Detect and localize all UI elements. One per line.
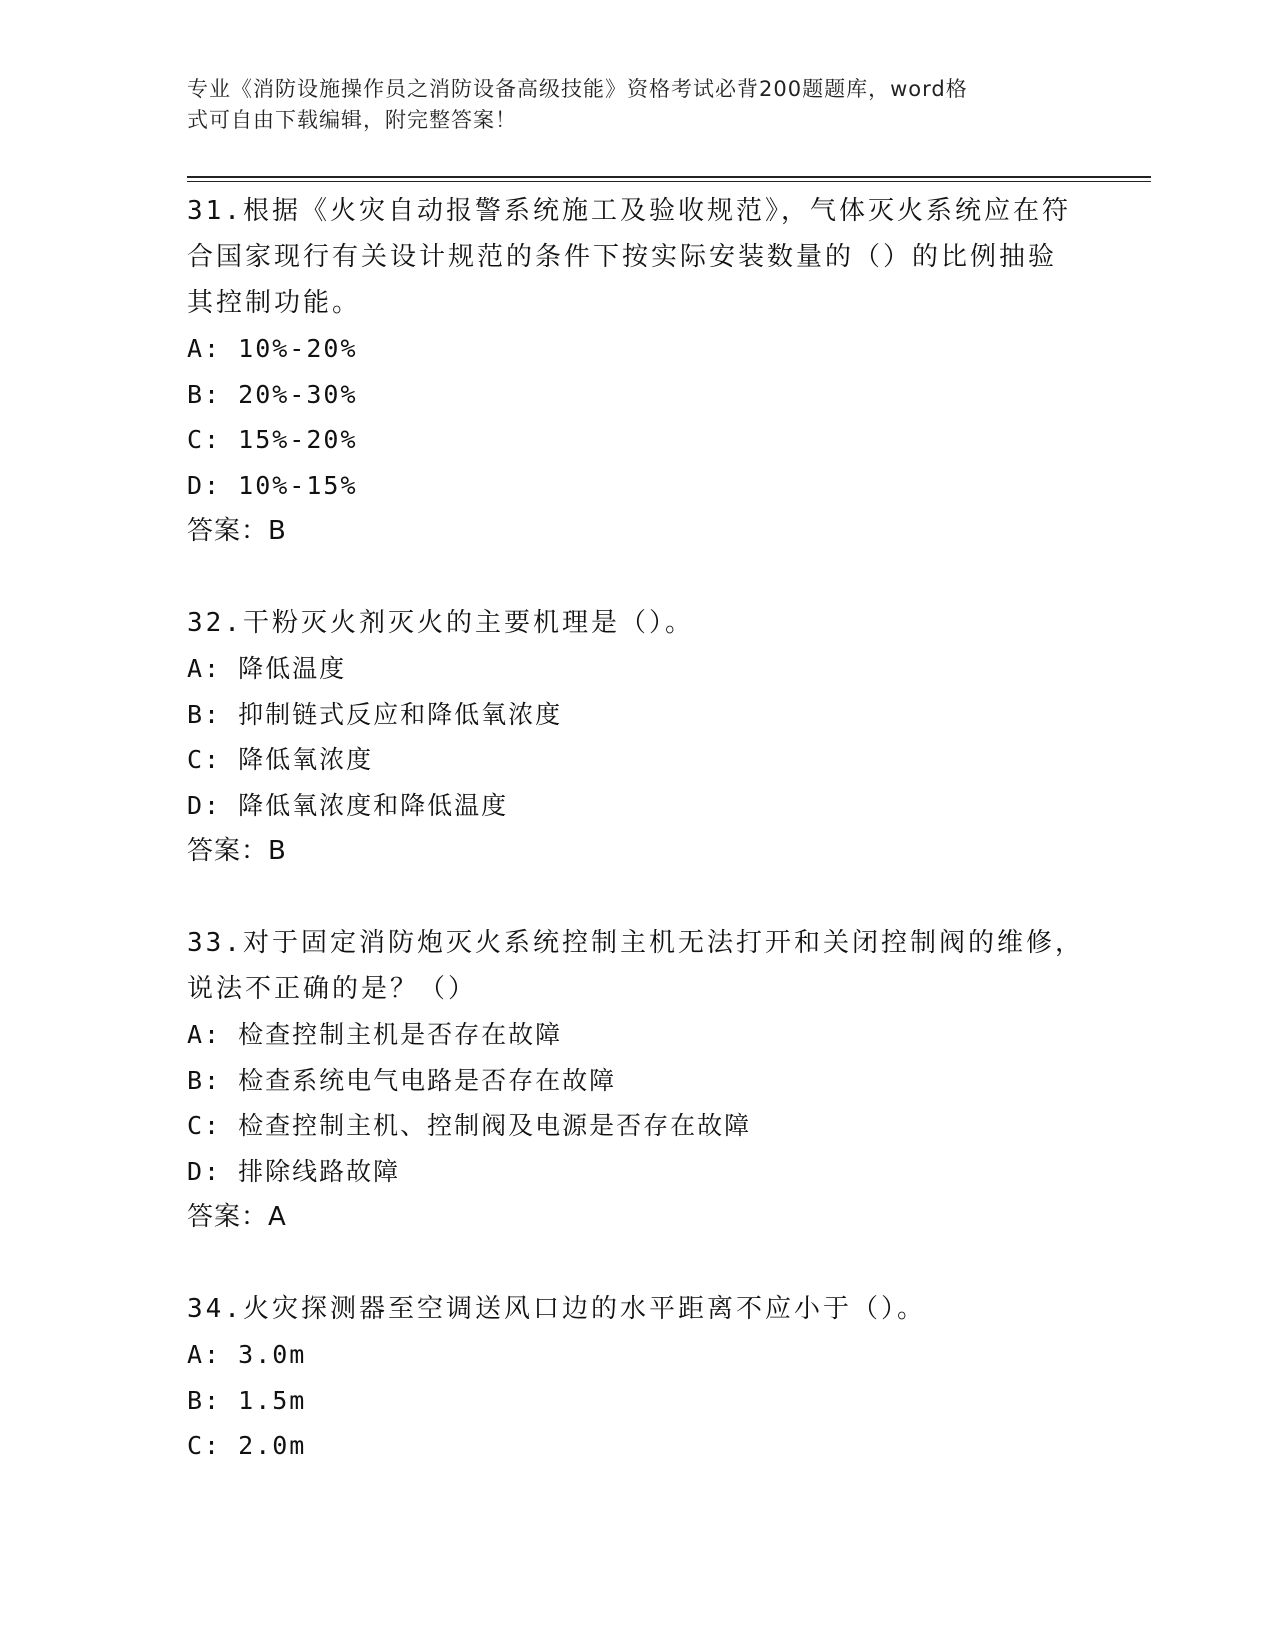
answer-label: 答案：B <box>187 516 287 546</box>
header-divider-thick <box>187 176 1151 178</box>
option-a: A: 降低温度 <box>187 654 347 683</box>
header-divider-thin <box>187 181 1151 182</box>
answer-label: 答案：A <box>187 1202 287 1232</box>
option-c: C: 检查控制主机、控制阀及电源是否存在故障 <box>187 1111 752 1140</box>
answer-label: 答案：B <box>187 836 287 866</box>
option-c: C: 15%-20% <box>187 425 358 454</box>
option-b: B: 1.5m <box>187 1385 307 1415</box>
spacer <box>187 874 1087 920</box>
option-b: B: 抑制链式反应和降低氧浓度 <box>187 699 563 729</box>
option-a: A: 3.0m <box>187 1340 307 1369</box>
question-text-line: 说法不正确的是？（） <box>187 974 478 1004</box>
question-text-line: 合国家现行有关设计规范的条件下按实际安装数量的（）的比例抽验 <box>187 242 1058 272</box>
option-d: D: 10%-15% <box>187 470 358 500</box>
question-text-line: 34.火灾探测器至空调送风口边的水平距离不应小于（）。 <box>187 1294 926 1324</box>
document-header <box>187 74 1067 136</box>
question-text-line: 33.对于固定消防炮灭火系统控制主机无法打开和关闭控制阀的维修， <box>187 928 1084 958</box>
question-list <box>187 188 1087 1469</box>
question-text-line: 32.干粉灭火剂灭火的主要机理是（）。 <box>187 608 694 638</box>
option-a: A: 10%-20% <box>187 334 358 363</box>
spacer <box>187 1240 1087 1286</box>
question-31 <box>187 188 1087 554</box>
option-d: D: 降低氧浓度和降低温度 <box>187 790 509 820</box>
option-b: B: 检查系统电气电路是否存在故障 <box>187 1065 617 1095</box>
option-c: C: 降低氧浓度 <box>187 745 374 774</box>
question-text-line: 31.根据《火灾自动报警系统施工及验收规范》，气体灭火系统应在符 <box>187 196 1071 226</box>
option-c: C: 2.0m <box>187 1431 307 1460</box>
question-33 <box>187 920 1087 1240</box>
question-text-line: 其控制功能。 <box>187 288 362 318</box>
option-b: B: 20%-30% <box>187 379 358 409</box>
spacer <box>187 554 1087 600</box>
question-34 <box>187 1286 1087 1469</box>
option-a: A: 检查控制主机是否存在故障 <box>187 1020 563 1049</box>
question-32 <box>187 600 1087 874</box>
header-line-2: 式可自由下载编辑，附完整答案！ <box>187 108 517 132</box>
header-line-1: 专业《消防设施操作员之消防设备高级技能》资格考试必背200题题库，word格 <box>187 77 968 101</box>
option-d: D: 排除线路故障 <box>187 1156 401 1186</box>
